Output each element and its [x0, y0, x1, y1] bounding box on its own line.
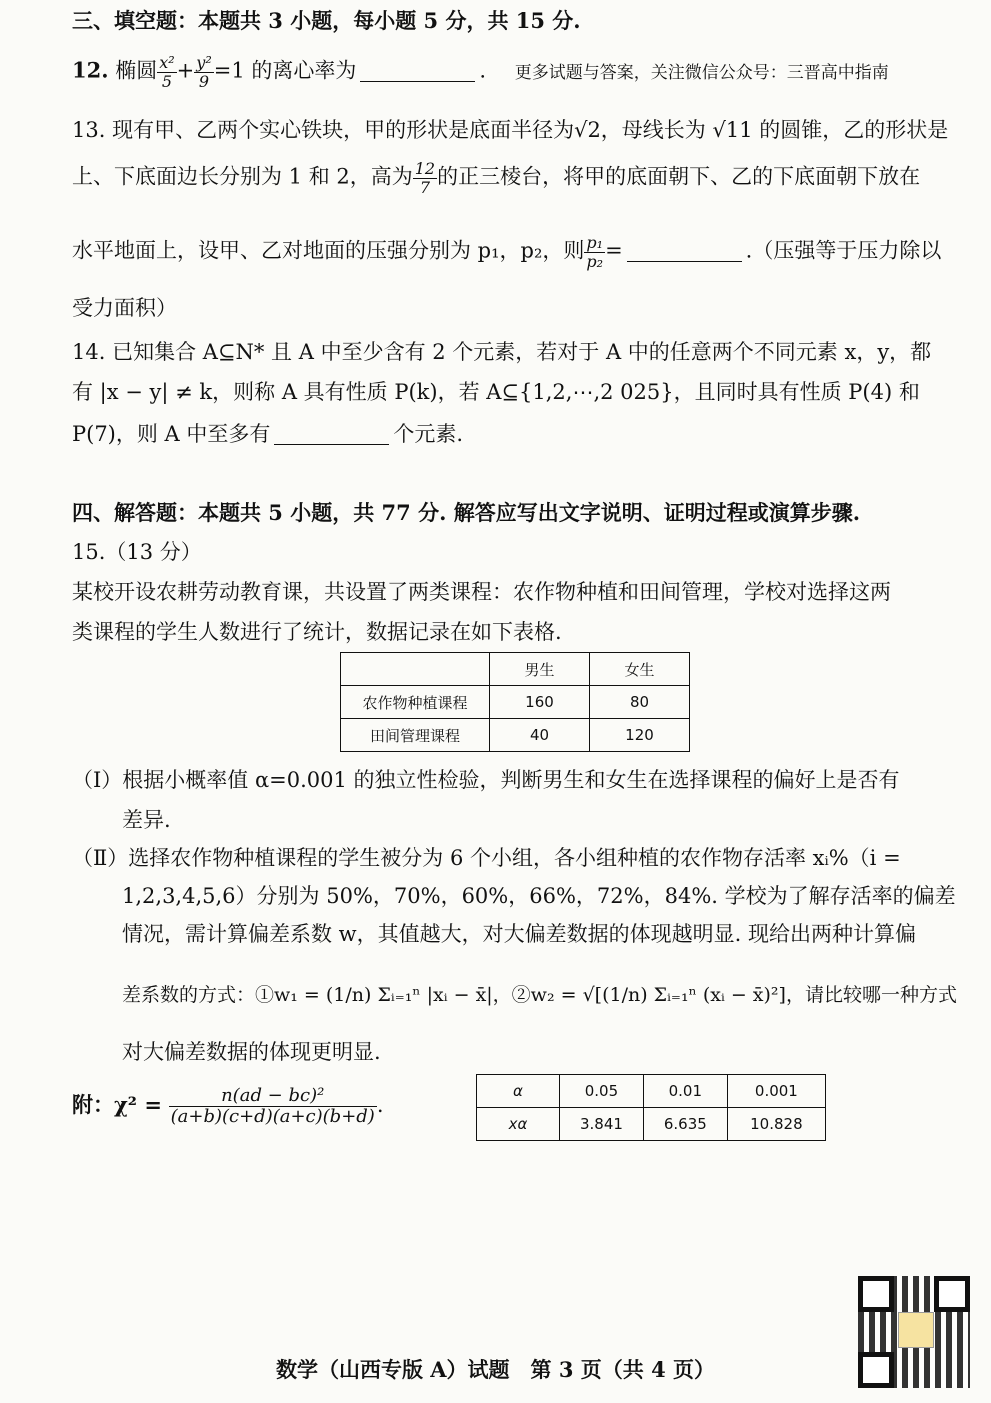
q14-line3 — [72, 422, 961, 447]
q13-line1: 13. 现有甲、乙两个实心铁块，甲的形状是底面半径为√2，母线长为 √11 的圆锥，乙的形状是 — [72, 118, 949, 142]
row-label: 农作物种植课程 — [341, 686, 490, 719]
q14-line3-post: 个元素. — [393, 422, 464, 446]
q15-part1-b: 差异. — [122, 808, 171, 832]
critical-value-table — [476, 1074, 826, 1141]
q13-answer-blank[interactable] — [627, 240, 742, 262]
enrollment-table — [340, 652, 690, 752]
table-row — [477, 1108, 826, 1141]
q12-pre: 椭圆 — [115, 58, 158, 83]
cell-value: 6.635 — [643, 1108, 727, 1141]
q15-intro2: 类课程的学生人数进行了统计，数据记录在如下表格. — [72, 620, 562, 644]
chi-square-tail: . — [376, 1092, 384, 1117]
q12-frac-x-den: 5 — [161, 71, 173, 91]
cell-value: 0.05 — [560, 1075, 644, 1108]
q15-intro1: 某校开设农耕劳动教育课，共设置了两类课程：农作物种植和田间管理，学校对选择这两 — [72, 580, 891, 604]
chi-square-formula — [72, 1086, 452, 1127]
q13-line3-pre: 水平地面上，设甲、乙对地面的压强分别为 p₁，p₂，则 — [72, 238, 585, 263]
q13-line2-pre: 上、下底面边长分别为 1 和 2，高为 — [72, 164, 413, 189]
q12-number: 12. — [72, 57, 109, 83]
qr-logo — [898, 1312, 934, 1348]
table-row — [341, 719, 690, 752]
q13-pressure-frac — [584, 234, 605, 270]
q12-post: =1 的离心率为 — [213, 58, 357, 83]
q15-number: 15.（13 分） — [72, 540, 202, 564]
q12-frac-x-num: x² — [159, 53, 175, 72]
q13-height-num: 12 — [414, 159, 436, 178]
appendix-label: 附：χ² = — [72, 1091, 162, 1117]
enrollment-header-blank — [341, 653, 490, 686]
section4-heading: 四、解答题：本题共 5 小题，共 77 分. 解答应写出文字说明、证明过程或演算步骤. — [72, 500, 861, 525]
q15-part2-e: 对大偏差数据的体现更明显. — [122, 1040, 381, 1064]
table-row — [477, 1075, 826, 1108]
q15-part1-a: （Ⅰ）根据小概率值 α=0.001 的独立性检验，判断男生和女生在选择课程的偏好上是否有 — [72, 768, 900, 792]
q13-equals: = — [605, 238, 623, 263]
q14-answer-blank[interactable] — [274, 423, 389, 445]
cell-value: 10.828 — [727, 1108, 825, 1141]
cell-value: 40 — [490, 719, 590, 752]
chi-square-fraction — [169, 1086, 377, 1127]
q12-answer-blank[interactable] — [360, 60, 475, 82]
q12-frac-y-num: y² — [196, 53, 212, 72]
cell-value: 0.001 — [727, 1075, 825, 1108]
qr-finder-top-right — [934, 1276, 970, 1312]
q12-frac-y-den: 9 — [198, 71, 210, 91]
qr-finder-top-left — [858, 1276, 894, 1312]
enrollment-header-row — [341, 653, 690, 686]
q14-line1: 14. 已知集合 A⊆N* 且 A 中至少含有 2 个元素，若对于 A 中的任意两个不同元素 x，y，都 — [72, 340, 932, 364]
enrollment-header-male: 男生 — [490, 653, 590, 686]
q13-height-den: 7 — [419, 177, 431, 197]
q14-line3-pre: P(7)，则 A 中至多有 — [72, 422, 271, 446]
cell-value: 3.841 — [560, 1108, 644, 1141]
q13-pressure-num: p₁ — [586, 233, 604, 252]
q12-tail: . — [479, 58, 487, 83]
q15-part2-a: （Ⅱ）选择农作物种植课程的学生被分为 6 个小组，各小组种植的农作物存活率 xᵢ%（i = — [72, 846, 901, 870]
chi-square-numerator: n(ad − bc)² — [169, 1086, 377, 1107]
q13-pressure-den: p₂ — [586, 251, 604, 271]
row-label: α — [477, 1075, 560, 1108]
q13-line2-post: 的正三棱台，将甲的底面朝下、乙的下底面朝下放在 — [437, 164, 921, 189]
q13-height-frac — [413, 160, 437, 196]
q13-line4: 受力面积） — [72, 296, 177, 320]
q15-part2-c: 情况，需计算偏差系数 w，其值越大，对大偏差数据的体现越明显. 现给出两种计算偏 — [122, 922, 916, 946]
q13-line3-post: .（压强等于压力除以 — [745, 238, 942, 263]
enrollment-header-female: 女生 — [590, 653, 690, 686]
q15-part2-b: 1,2,3,4,5,6）分别为 50%，70%，60%，66%，72%，84%. 学校为了解存活率的偏差 — [122, 884, 956, 908]
cell-value: 120 — [590, 719, 690, 752]
section3-heading: 三、填空题：本题共 3 小题，每小题 5 分，共 15 分. — [72, 8, 581, 33]
q13-line2 — [72, 160, 961, 196]
q13-line3 — [72, 234, 961, 270]
q12-frac-y — [194, 54, 213, 90]
question-12 — [72, 54, 961, 90]
page-footer: 数学（山西专版 A）试题 第 3 页（共 4 页） — [275, 1357, 716, 1382]
promo-text: 更多试题与答案，关注微信公众号：三晋高中指南 — [514, 62, 889, 83]
cell-value: 160 — [490, 686, 590, 719]
q14-line2: 有 |x − y| ≠ k，则称 A 具有性质 P(k)，若 A⊆{1,2,⋯,2 025}，且同时具有性质 P(4) 和 — [72, 380, 920, 404]
cell-value: 80 — [590, 686, 690, 719]
cell-value: 0.01 — [643, 1075, 727, 1108]
row-label: 田间管理课程 — [341, 719, 490, 752]
chi-square-denominator: (a+b)(c+d)(a+c)(b+d) — [170, 1105, 375, 1127]
q12-frac-x — [157, 54, 176, 90]
table-row — [341, 686, 690, 719]
q12-plus: + — [176, 58, 195, 83]
q15-part2-d: 差系数的方式：①w₁ = (1/n) Σᵢ₌₁ⁿ |xᵢ − x̄|，②w₂ = √[(1/n) Σᵢ₌₁ⁿ (xᵢ − x̄)²]，请比较哪一种方式 — [122, 984, 957, 1006]
row-label: xα — [477, 1108, 560, 1141]
